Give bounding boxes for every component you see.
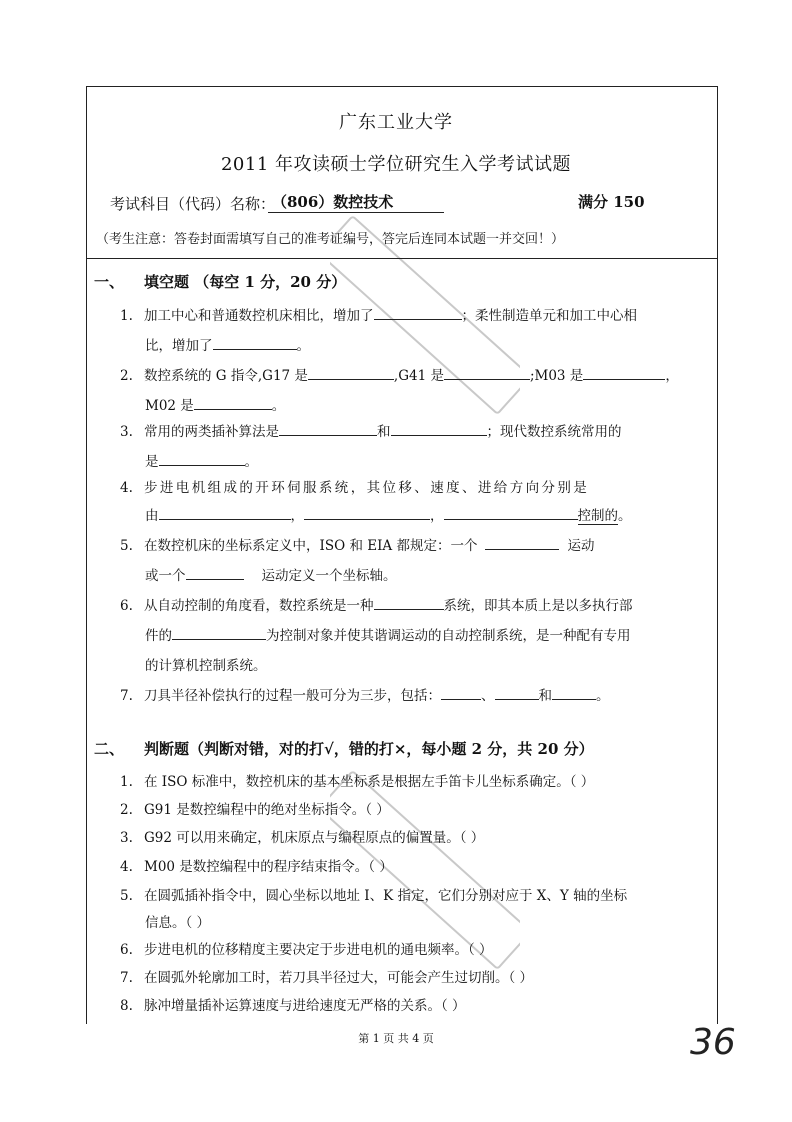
question-text: ， — [430, 508, 444, 524]
s2-question-6 — [120, 938, 493, 958]
question-text: 在数控机床的坐标系定义中，ISO 和 EIA 都规定：一个 — [144, 538, 478, 554]
s1-question-4 — [120, 476, 589, 496]
header-divider — [86, 258, 718, 259]
s1-question-6-cont — [145, 624, 631, 644]
question-number: 3. — [120, 424, 133, 440]
question-text: 在圆弧外轮廓加工时，若刀具半径过大，可能会产生过切削。（ ） — [144, 970, 534, 986]
question-text: 的计算机控制系统。 — [145, 658, 267, 674]
question-text: 为控制对象并使其谐调运动的自动控制系统，是一种配有专用 — [266, 628, 631, 644]
exam-title: 2011 年攻读硕士学位研究生入学考试试题 — [220, 154, 572, 175]
full-score: 满分 150 — [578, 193, 645, 211]
question-number: 7. — [120, 970, 133, 986]
section1-title: 填空题 （每空 1 分，20 分） — [144, 273, 347, 291]
answer-blank — [552, 687, 596, 700]
question-text: 运动 — [567, 538, 595, 554]
question-text: 由 — [145, 508, 159, 524]
question-text: 和 — [538, 688, 552, 704]
question-text: 信息。（ ） — [145, 915, 211, 931]
s2-question-4 — [120, 855, 393, 875]
s1-question-3-cont — [145, 450, 258, 470]
question-text: ， — [665, 368, 679, 384]
s1-question-7 — [120, 684, 610, 704]
question-text: M00 是数控编程中的程序结束指令。（ ） — [144, 859, 393, 875]
question-text: ；柔性制造单元和加工中心相 — [461, 308, 637, 324]
question-number: 3. — [120, 830, 133, 846]
s1-question-4-cont — [145, 504, 632, 524]
answer-blank — [194, 397, 272, 410]
s1-question-5 — [120, 534, 594, 554]
s1-question-2-cont — [145, 394, 285, 414]
question-number: 6. — [120, 598, 133, 614]
handwritten-number: 36 — [690, 1022, 736, 1063]
answer-blank — [159, 453, 245, 466]
section2-number: 二、 — [94, 740, 125, 758]
answer-blank — [391, 423, 487, 436]
question-text: 。 — [296, 338, 310, 354]
question-text: G91 是数控编程中的绝对坐标指令。（ ） — [144, 802, 390, 818]
s1-question-1 — [120, 304, 637, 324]
question-text: 。 — [618, 508, 632, 524]
answer-blank — [444, 367, 530, 380]
question-number: 4. — [120, 480, 133, 496]
question-text: ,G41 是 — [393, 368, 444, 384]
answer-blank — [186, 567, 244, 580]
question-text: ;M03 是 — [529, 368, 584, 384]
question-text: 。 — [271, 398, 286, 414]
question-text: 刀具半径补偿执行的过程一般可分为三步，包括： — [144, 688, 441, 704]
s2-question-2 — [120, 798, 390, 818]
question-text: 加工中心和普通数控机床相比，增加了 — [144, 308, 374, 324]
s1-question-6-cont2 — [145, 654, 267, 674]
question-text: 比，增加了 — [145, 338, 213, 354]
question-text: 在 ISO 标准中，数控机床的基本坐标系是根据左手笛卡儿坐标系确定。（ ） — [144, 774, 595, 790]
section1-heading — [86, 271, 346, 292]
question-text: 从自动控制的角度看，数控系统是一种 — [144, 598, 374, 614]
answer-blank — [485, 537, 559, 550]
question-text: 件的 — [145, 628, 172, 644]
answer-blank — [304, 507, 430, 520]
question-text: 控制的 — [577, 508, 618, 524]
question-text: 脉冲增量插补运算速度与进给速度无严格的关系。（ ） — [144, 998, 466, 1014]
answer-blank — [279, 423, 377, 436]
answer-blank — [441, 687, 481, 700]
s1-question-1-cont — [145, 334, 310, 354]
s1-question-5-cont — [145, 564, 397, 584]
question-text: 在圆弧插补指令中，圆心坐标以地址 I、K 指定，它们分别对应于 X、Y 轴的坐标 — [144, 888, 628, 904]
answer-blank — [444, 507, 578, 520]
question-text: 数控系统的 G 指令,G17 是 — [144, 368, 308, 384]
question-number: 4. — [120, 859, 133, 875]
question-number: 5. — [120, 888, 133, 904]
subject-label: 考试科目（代码）名称： — [110, 195, 276, 213]
question-text: M02 是 — [145, 398, 194, 414]
answer-blank — [308, 367, 394, 380]
question-text: G92 可以用来确定，机床原点与编程原点的偏置量。（ ） — [144, 830, 485, 846]
question-text: 常用的两类插补算法是 — [144, 424, 279, 440]
question-text: 步进电机的位移精度主要决定于步进电机的通电频率。（ ） — [144, 942, 493, 958]
question-text: 、 — [481, 688, 495, 704]
question-text: 和 — [377, 424, 391, 440]
question-number: 1. — [120, 774, 133, 790]
question-text: 。 — [596, 688, 610, 704]
section1-number: 一、 — [94, 273, 125, 291]
question-number: 8. — [120, 998, 133, 1014]
section2-heading — [86, 738, 594, 759]
question-text: ， — [290, 508, 304, 524]
s2-question-7 — [120, 966, 533, 986]
question-text: 是 — [145, 454, 159, 470]
page-number: 第 1 页 共 4 页 — [358, 1032, 434, 1045]
question-number: 7. — [120, 688, 133, 704]
question-number: 6. — [120, 942, 133, 958]
question-text: 系统，即其本质上是以多执行部 — [443, 598, 633, 614]
question-text: ；现代数控系统常用的 — [486, 424, 622, 440]
answer-blank — [172, 627, 266, 640]
exam-notice: （考生注意：答卷封面需填写自己的准考证编号，答完后连同本试题一并交回！） — [96, 232, 565, 247]
question-number: 2. — [120, 368, 133, 384]
s1-question-6 — [120, 594, 633, 614]
s2-question-1 — [120, 770, 594, 790]
answer-blank — [374, 597, 444, 610]
question-number: 5. — [120, 538, 133, 554]
question-text: 或一个 — [145, 568, 186, 584]
answer-blank — [159, 507, 291, 520]
s1-question-2 — [120, 364, 679, 384]
question-text: 。 — [244, 454, 258, 470]
answer-blank — [583, 367, 665, 380]
question-text: 运动定义一个坐标轴。 — [261, 568, 397, 584]
answer-blank — [213, 337, 297, 350]
s1-question-3 — [120, 420, 622, 440]
question-number: 1. — [120, 308, 133, 324]
answer-blank — [374, 307, 462, 320]
s2-question-3 — [120, 826, 484, 846]
s2-question-5 — [120, 884, 627, 904]
university-title: 广东工业大学 — [339, 112, 453, 133]
question-number: 2. — [120, 802, 133, 818]
s2-question-5-cont — [145, 911, 210, 931]
answer-blank — [495, 687, 539, 700]
question-text: 步进电机组成的开环伺服系统，其位移、速度、进给方向分别是 — [144, 480, 590, 496]
section2-title: 判断题（判断对错，对的打√，错的打×，每小题 2 分，共 20 分） — [144, 740, 594, 758]
subject-value: （806）数控技术 — [268, 191, 444, 213]
s2-question-8 — [120, 994, 466, 1014]
